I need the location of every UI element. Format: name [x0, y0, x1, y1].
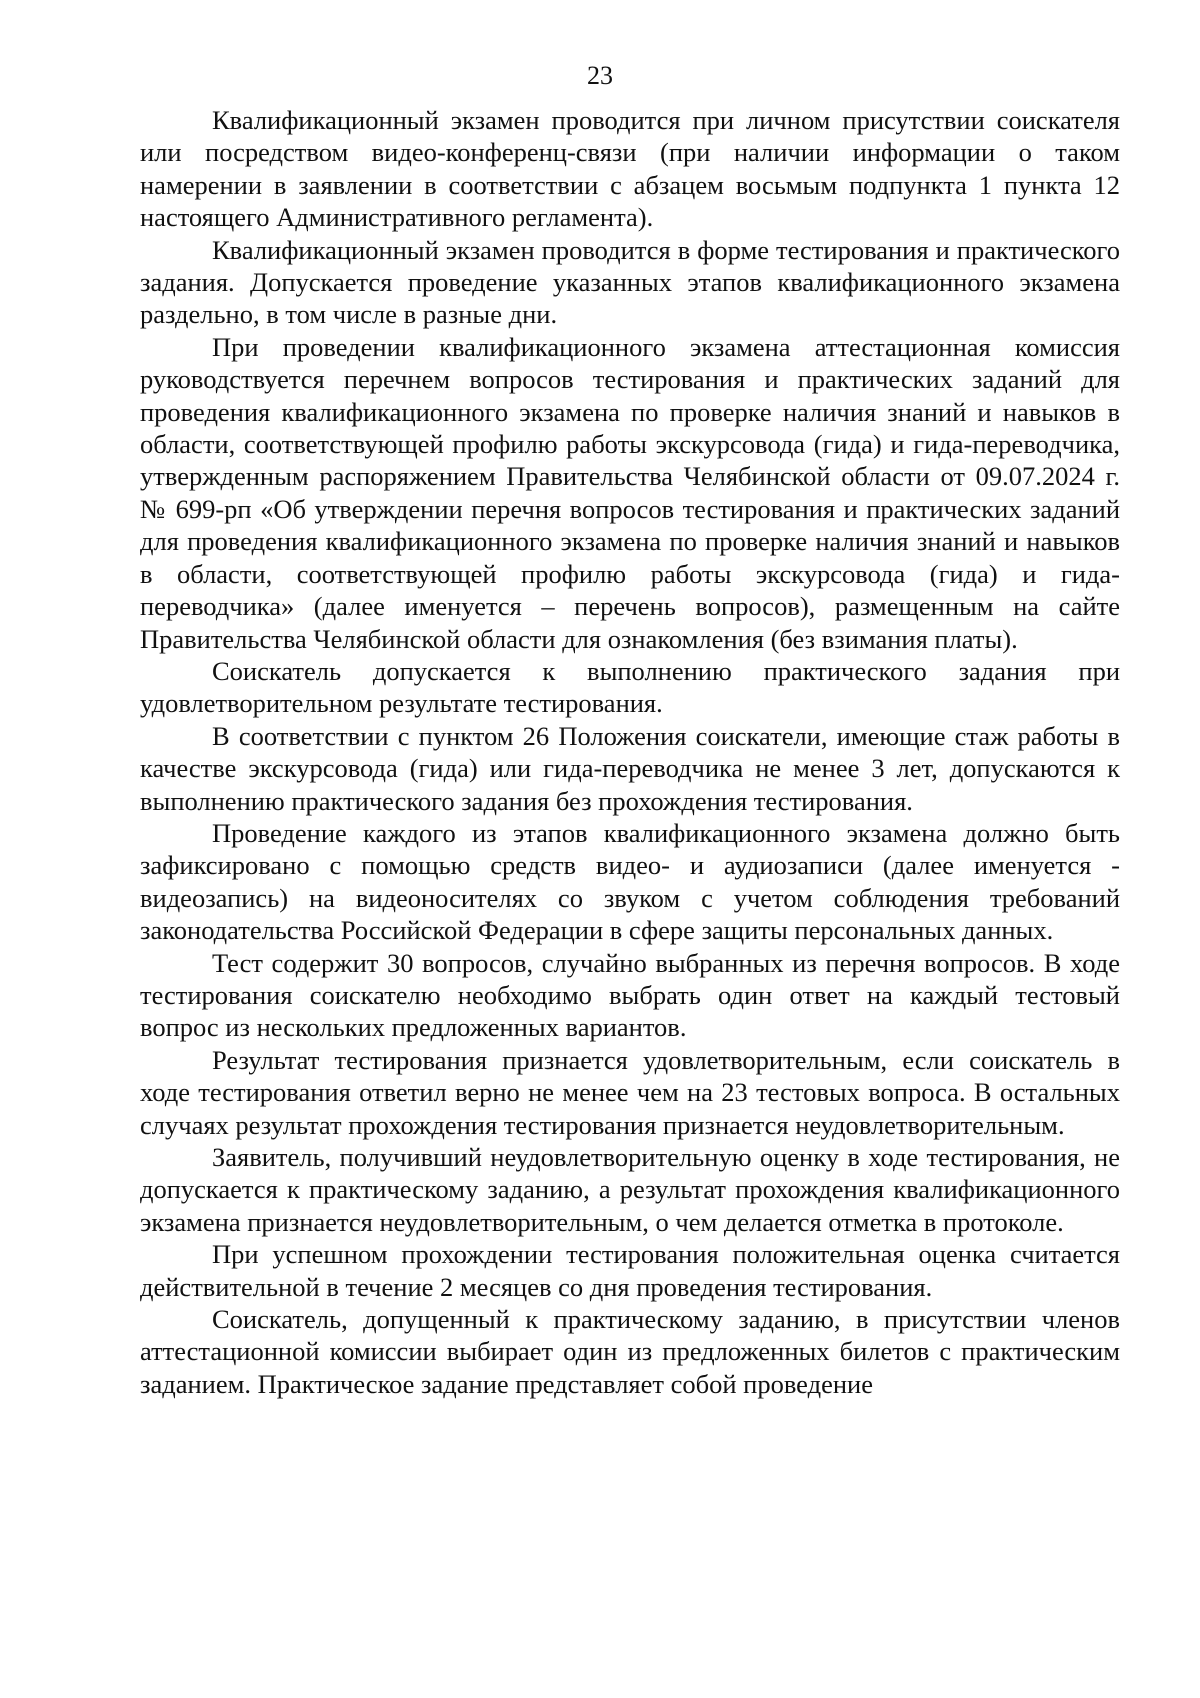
paragraph: При успешном прохождении тестирования положительная оценка считается действительной в течение 2 месяцев со дня проведения тестирования. [140, 1239, 1120, 1302]
paragraph: Результат тестирования признается удовлетворительным, если соискатель в ходе тестирования ответил верно не менее чем на 23 тестовых вопроса. В остальных случаях результат прохождения тестирования признается неудовлетворительным. [140, 1044, 1120, 1140]
paragraph: Квалификационный экзамен проводится в форме тестирования и практического задания. Допускается проведение указанных этапов квалификационного экзамена раздельно, в том числе в разные дни. [140, 234, 1120, 330]
paragraph: Заявитель, получивший неудовлетворительную оценку в ходе тестирования, не допускается к практическому заданию, а результат прохождения квалификационного экзамена признается неудовлетворительным, о чем делается отметка в протоколе. [140, 1142, 1120, 1237]
paragraph: Соискатель, допущенный к практическому заданию, в присутствии членов аттестационной комиссии выбирает один из предложенных билетов с практическим заданием. Практическое задание представляет собой проведение [140, 1304, 1120, 1399]
paragraph: Квалификационный экзамен проводится при личном присутствии соискателя или посредством видео-конференц-связи (при наличии информации о таком намерении в заявлении в соответствии с абзацем восьмым подпункта 1 пункта 12 настоящего Административного регламента). [140, 105, 1120, 233]
paragraph: Соискатель допускается к выполнению практического задания при удовлетворительном результате тестирования. [140, 655, 1120, 719]
paragraph: Тест содержит 30 вопросов, случайно выбранных из перечня вопросов. В ходе тестирования соискателю необходимо выбрать один ответ на каждый тестовый вопрос из нескольких предложенных вариантов. [140, 947, 1120, 1043]
page-number: 23 [587, 61, 613, 90]
paragraph: В соответствии с пунктом 26 Положения соискатели, имеющие стаж работы в качестве экскурсовода (гида) или гида-переводчика не менее 3 лет, допускаются к выполнению практического задания без прохождения тестирования. [140, 720, 1120, 816]
document-body [140, 104, 1120, 1400]
paragraph: При проведении квалификационного экзамена аттестационная комиссия руководствуется перечнем вопросов тестирования и практических заданий для проведения квалификационного экзамена по проверке наличия знаний и навыков в области, соответствующей профилю работы экскурсовода (гида) и гида-переводчика, утвержденным распоряжением Правительства Челябинской области от 09.07.2024 г. № 699-рп «Об утверждении перечня вопросов тестирования и практических заданий для проведения квалификационного экзамена по проверке наличия знаний и навыков в области, соответствующей профилю работы экскурсовода (гида) и гида-переводчика» (далее именуется – перечень вопросов), размещенным на сайте Правительства Челябинской области для ознакомления (без взимания платы). [140, 331, 1120, 654]
paragraph: Проведение каждого из этапов квалификационного экзамена должно быть зафиксировано с помощью средств видео- и аудиозаписи (далее именуется - видеозапись) на видеоносителях со звуком с учетом соблюдения требований законодательства Российской Федерации в сфере защиты персональных данных. [140, 817, 1120, 946]
